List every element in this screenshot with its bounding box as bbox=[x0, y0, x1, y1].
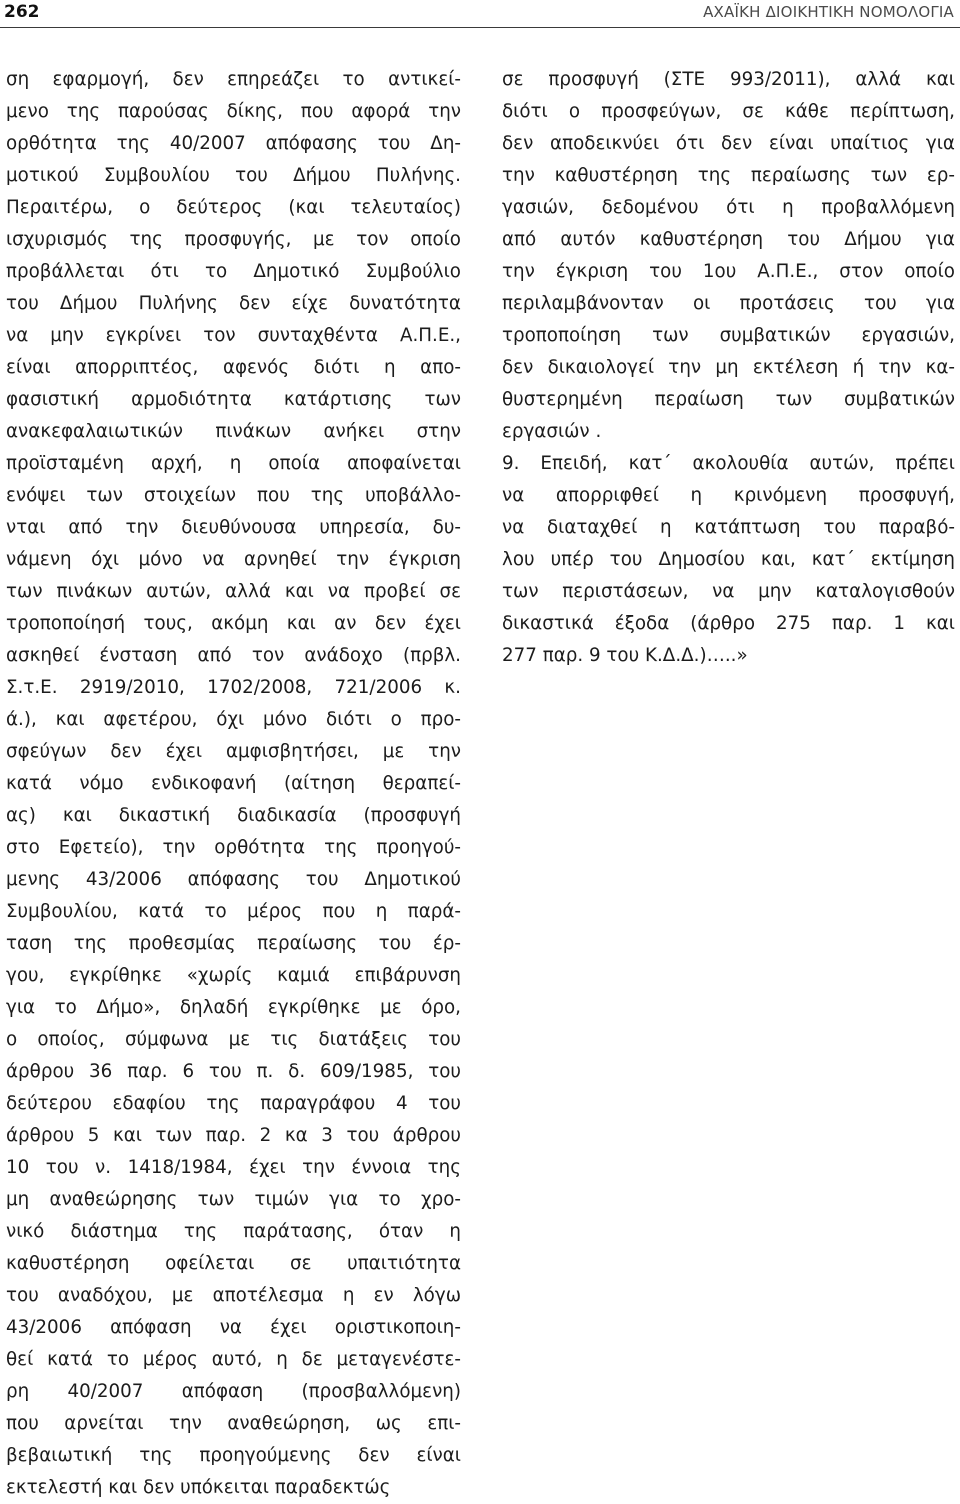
text-line: την έγκριση του 1ου Α.Π.Ε., στον οποίο bbox=[502, 261, 955, 282]
text-line: ά.), και αφετέρου, όχι μόνο διότι ο προ- bbox=[6, 709, 461, 730]
text-line: ανακεφαλαιωτικών πινάκων ανήκει στην bbox=[6, 421, 461, 442]
page-number: 262 bbox=[4, 2, 40, 22]
text-line: ενόψει των στοιχείων που της υποβάλλο- bbox=[6, 485, 461, 506]
text-line: για το Δήμο», δηλαδή εγκρίθηκε με όρο, bbox=[6, 997, 461, 1018]
text-line: δικαστικά έξοδα (άρθρο 275 παρ. 1 και bbox=[502, 613, 955, 634]
text-line: που αρνείται την αναθεώρηση, ως επι- bbox=[6, 1413, 461, 1434]
text-line: δεν δικαιολογεί την μη εκτέλεση ή την κα- bbox=[502, 357, 955, 378]
text-line: ασκηθεί ένσταση από τον ανάδοχο (πρβλ. bbox=[6, 645, 461, 666]
text-line: Σ.τ.Ε. 2919/2010, 1702/2008, 721/2006 κ. bbox=[6, 677, 461, 698]
text-line: διότι ο προσφεύγων, σε κάθε περίπτωση, bbox=[502, 101, 955, 122]
text-line: τροποποίηση των συμβατικών εργασιών, bbox=[502, 325, 955, 346]
text-line: να απορριφθεί η κρινόμενη προσφυγή, bbox=[502, 485, 955, 506]
running-title: ΑΧΑΪΚΗ ΔΙΟΙΚΗΤΙΚΗ ΝΟΜΟΛΟΓΙΑ bbox=[703, 3, 954, 21]
text-line: δεύτερου εδαφίου της παραγράφου 4 του bbox=[6, 1093, 461, 1114]
text-line: νάμενη όχι μόνο να αρνηθεί την έγκριση bbox=[6, 549, 461, 570]
text-line: μοτικού Συμβουλίου του Δήμου Πυλήνης. bbox=[6, 165, 461, 186]
text-line: μενης 43/2006 απόφασης του Δημοτικού bbox=[6, 869, 461, 890]
text-line: μενο της παρούσας δίκης, που αφορά την bbox=[6, 101, 461, 122]
text-line: 43/2006 απόφαση να έχει οριστικοποιη- bbox=[6, 1317, 461, 1338]
text-line: μη αναθεώρησης των τιμών για το χρο- bbox=[6, 1189, 461, 1210]
text-line: περιλαμβάνονταν οι προτάσεις του για bbox=[502, 293, 955, 314]
text-line: κατά νόμο ενδικοφανή (αίτηση θεραπεί- bbox=[6, 773, 461, 794]
text-line: των πινάκων αυτών, αλλά και να προβεί σε bbox=[6, 581, 461, 602]
text-line: ας) και δικαστική διαδικασία (προσφυγή bbox=[6, 805, 461, 826]
text-line: φασιστική αρμοδιότητα κατάρτισης των bbox=[6, 389, 461, 410]
text-line: των περιστάσεων, να μην καταλογισθούν bbox=[502, 581, 955, 602]
text-line: 9. Επειδή, κατ΄ ακολουθία αυτών, πρέπει bbox=[502, 453, 955, 474]
left-text-column bbox=[6, 64, 461, 1504]
text-line: να διαταχθεί η κατάπτωση του παραβό- bbox=[502, 517, 955, 538]
page-header bbox=[0, 0, 960, 28]
text-line: σφεύγων δεν έχει αμφισβητήσει, με την bbox=[6, 741, 461, 762]
text-line: την καθυστέρηση της περαίωσης των ερ- bbox=[502, 165, 955, 186]
text-line: γου, εγκρίθηκε «χωρίς καμιά επιβάρυνση bbox=[6, 965, 461, 986]
text-line: ταση της προθεσμίας περαίωσης του έρ- bbox=[6, 933, 461, 954]
text-line: θυστερημένη περαίωση των συμβατικών bbox=[502, 389, 955, 410]
text-line: του Δήμου Πυλήνης δεν είχε δυνατότητα bbox=[6, 293, 461, 314]
text-line: νικό διάστημα της παράτασης, όταν η bbox=[6, 1221, 461, 1242]
text-line: τροποποίησή τους, ακόμη και αν δεν έχει bbox=[6, 613, 461, 634]
text-line: εργασιών . bbox=[502, 421, 602, 442]
text-line: Περαιτέρω, ο δεύτερος (και τελευταίος) bbox=[6, 197, 461, 218]
text-line: να μην εγκρίνει τον συνταχθέντα Α.Π.Ε., bbox=[6, 325, 461, 346]
right-text-column bbox=[502, 64, 955, 672]
text-line: θεί κατά το μέρος αυτό, η δε μεταγενέστε- bbox=[6, 1349, 461, 1370]
text-line: σε προσφυγή (ΣΤΕ 993/2011), αλλά και bbox=[502, 69, 955, 90]
text-line: άρθρου 36 παρ. 6 του π. δ. 609/1985, του bbox=[6, 1061, 461, 1082]
text-line: 277 παρ. 9 του Κ.Δ.Δ.)…..» bbox=[502, 645, 748, 666]
text-line: καθυστέρηση οφείλεται σε υπαιτιότητα bbox=[6, 1253, 461, 1274]
text-line: Συμβουλίου, κατά το μέρος που η παρά- bbox=[6, 901, 461, 922]
text-line: από αυτόν καθυστέρηση του Δήμου για bbox=[502, 229, 955, 250]
text-line: λου υπέρ του Δημοσίου και, κατ΄ εκτίμηση bbox=[502, 549, 955, 570]
text-line: βεβαιωτική της προηγούμενης δεν είναι bbox=[6, 1445, 461, 1466]
text-line: προβάλλεται ότι το Δημοτικό Συμβούλιο bbox=[6, 261, 461, 282]
text-line: γασιών, δεδομένου ότι η προβαλλόμενη bbox=[502, 197, 955, 218]
text-line: του αναδόχου, με αποτέλεσμα η εν λόγω bbox=[6, 1285, 461, 1306]
text-line: δεν αποδεικνύει ότι δεν είναι υπαίτιος για bbox=[502, 133, 955, 154]
text-line: στο Εφετείο), την ορθότητα της προηγού- bbox=[6, 837, 461, 858]
text-line: ρη 40/2007 απόφαση (προσβαλλόμενη) bbox=[6, 1381, 461, 1402]
text-line: άρθρου 5 και των παρ. 2 κα 3 του άρθρου bbox=[6, 1125, 461, 1146]
text-line: ση εφαρμογή, δεν επηρεάζει το αντικεί- bbox=[6, 69, 461, 90]
text-line: ισχυρισμός της προσφυγής, με τον οποίο bbox=[6, 229, 461, 250]
text-line: 10 του ν. 1418/1984, έχει την έννοια της bbox=[6, 1157, 461, 1178]
text-line: ο οποίος, σύμφωνα με τις διατάξεις του bbox=[6, 1029, 461, 1050]
text-line: εκτελεστή και δεν υπόκειται παραδεκτώς bbox=[6, 1477, 391, 1498]
text-line: είναι απορριπτέος, αφενός διότι η απο- bbox=[6, 357, 461, 378]
text-line: νται από την διευθύνουσα υπηρεσία, δυ- bbox=[6, 517, 461, 538]
text-line: ορθότητα της 40/2007 απόφασης του Δη- bbox=[6, 133, 461, 154]
text-line: προϊσταμένη αρχή, η οποία αποφαίνεται bbox=[6, 453, 461, 474]
